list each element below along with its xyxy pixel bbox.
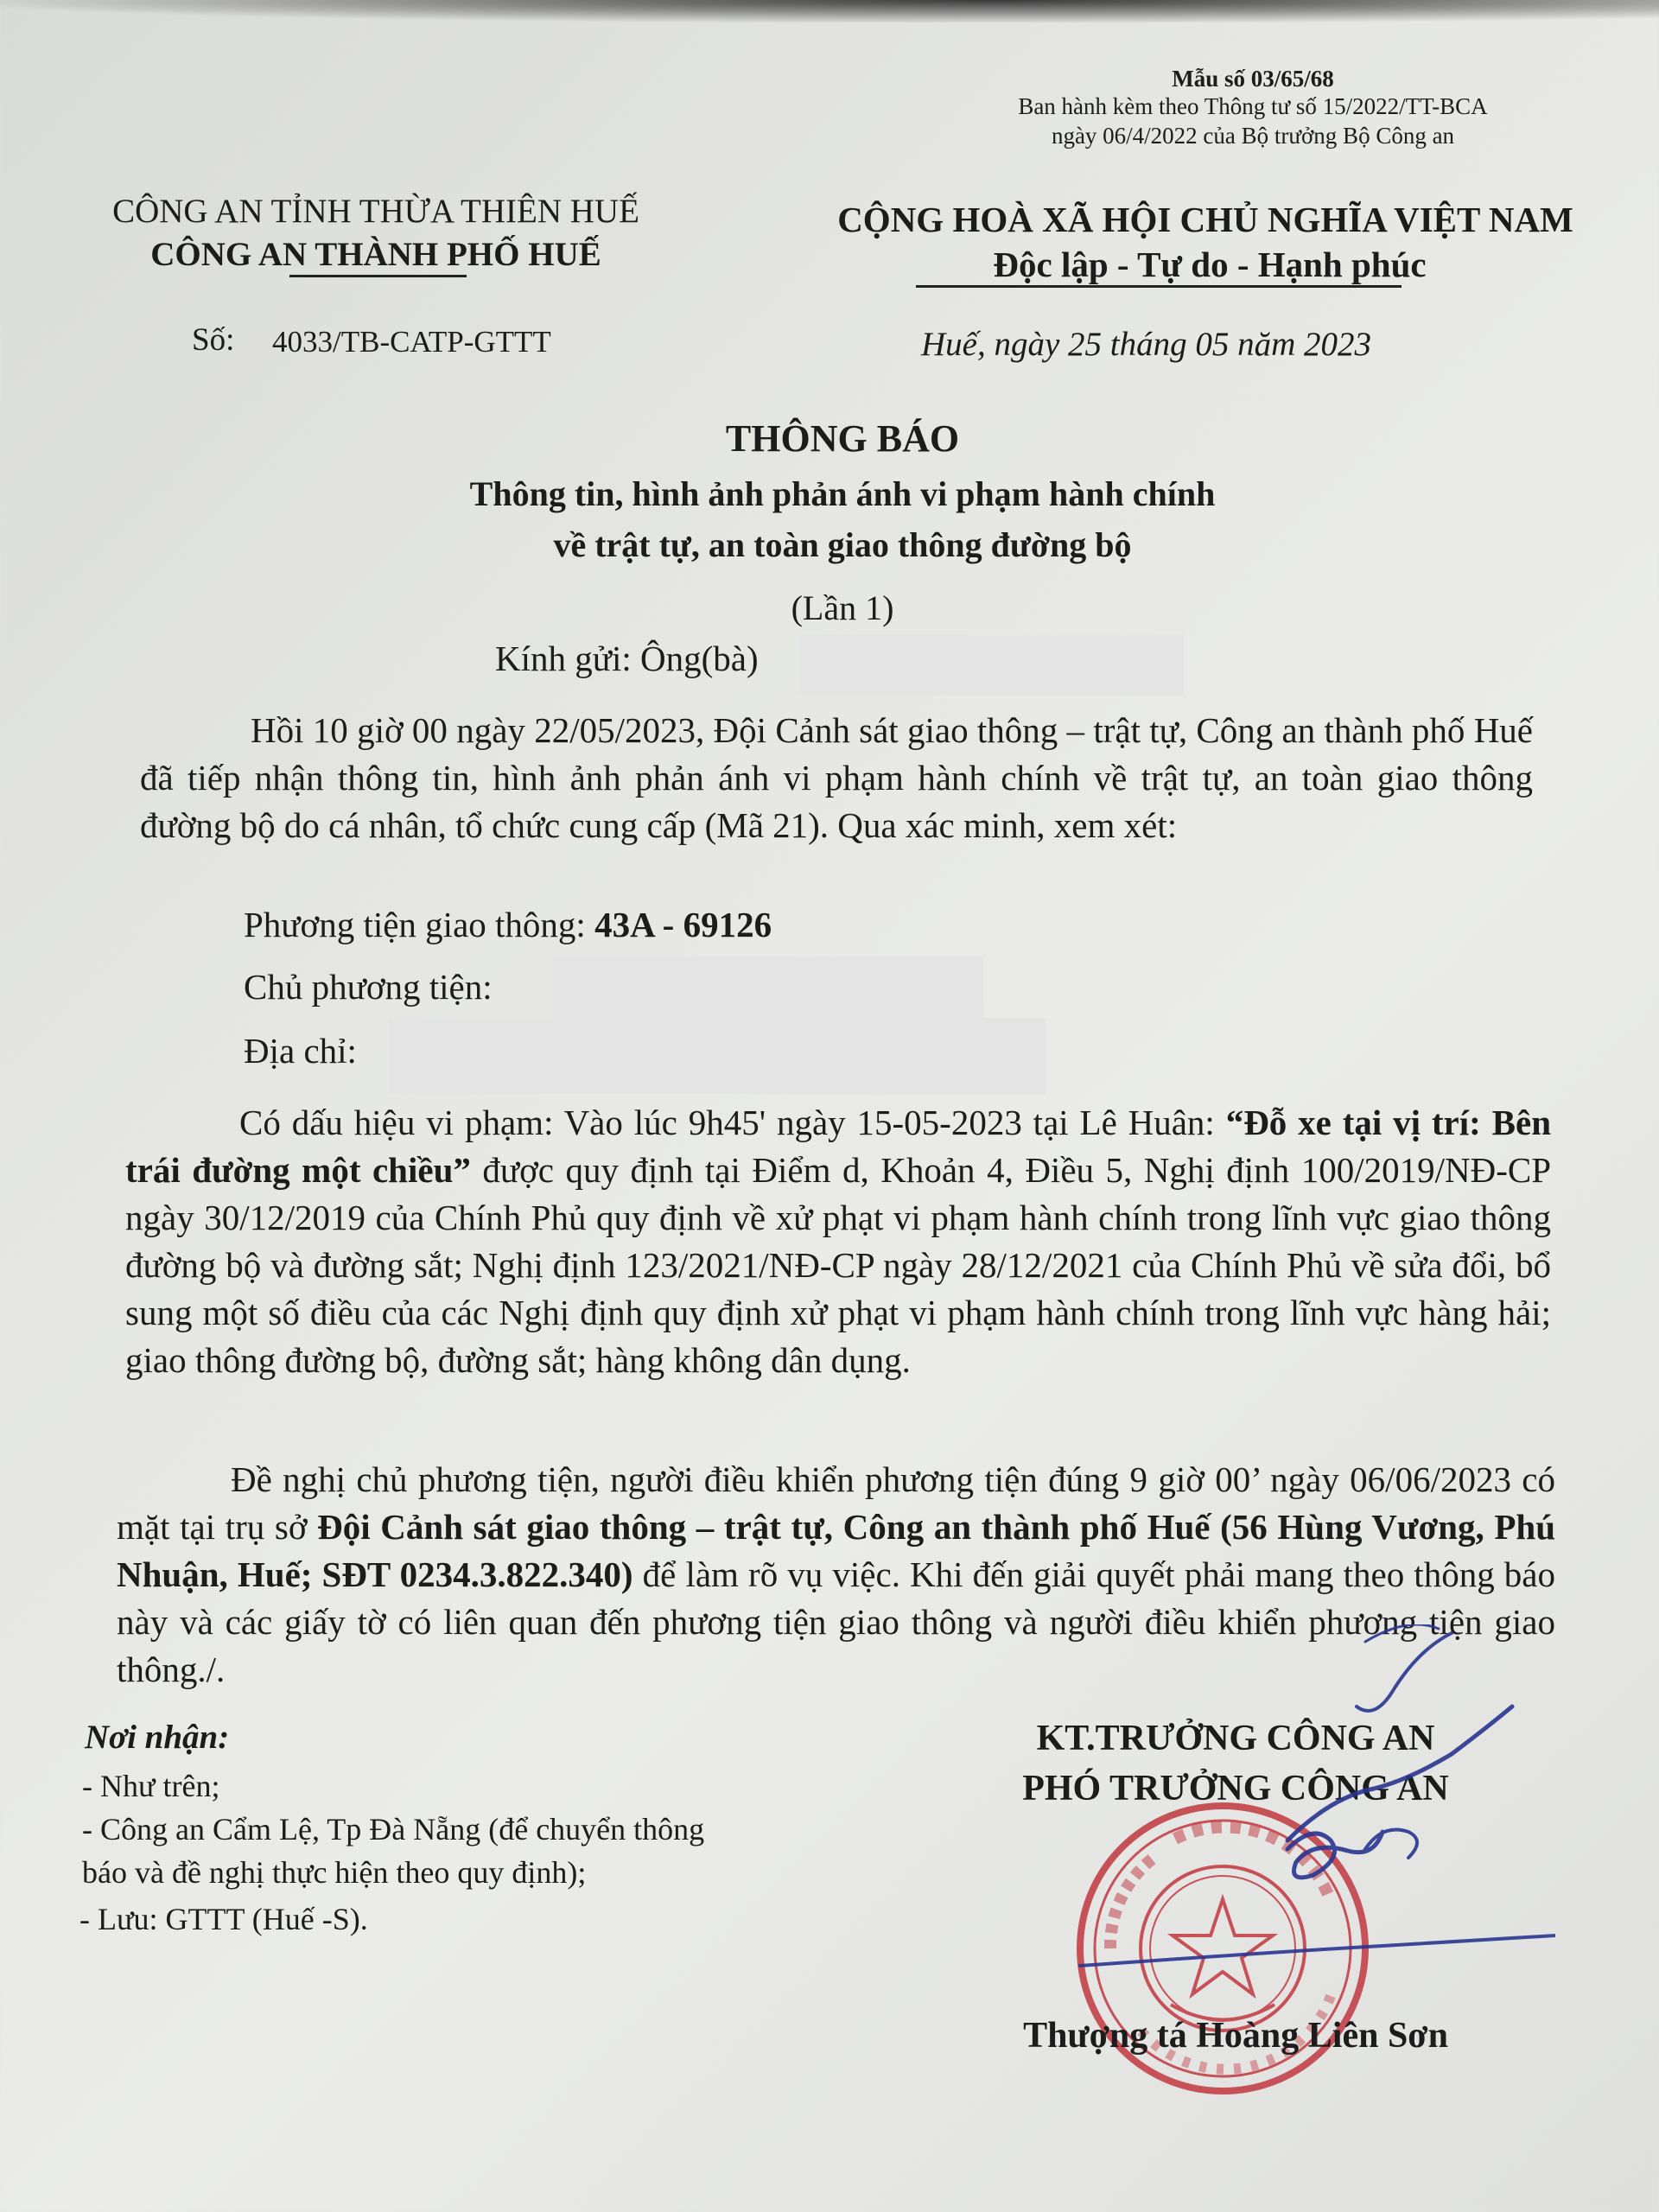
address-redaction <box>389 1018 1046 1094</box>
form-number: Mẫu số 03/65/68 <box>1172 66 1334 92</box>
motto-underline <box>916 285 1402 288</box>
issued-with: Ban hành kèm theo Thông tư số 15/2022/TT-BCA <box>1018 93 1488 119</box>
distribution-item-2b: báo và đề nghị thực hiện theo quy định); <box>82 1855 587 1890</box>
vehicle-plate: 43A - 69126 <box>594 905 772 944</box>
distribution-item-1: - Như trên; <box>82 1769 220 1803</box>
signer-role-1: KT.TRƯỞNG CÔNG AN <box>1036 1719 1435 1758</box>
notice-subtitle-1: Thông tin, hình ảnh phản ánh vi phạm hành chính <box>469 474 1216 513</box>
vehicle-label: Phương tiện giao thông: <box>244 905 586 944</box>
issued-date: ngày 06/4/2022 của Bộ trưởng Bộ Công an <box>1051 123 1455 149</box>
owner-label: Chủ phương tiện: <box>244 967 493 1007</box>
owner-redaction <box>553 957 983 1019</box>
violation-legal-basis: được quy định tại Điểm d, Khoản 4, Điều 5, Nghị định 100/2019/NĐ-CP ngày 30/12/2019 của Chính Phủ quy định về xử phạt vi phạm hành chính trong lĩnh vực giao thông đường bộ và đường sắt; Nghị định 123/2021/NĐ-CP ngày 28/12/2021 của Chính Phủ về sửa đổi, bổ sung một số điều của các Nghị định quy định xử phạt vi phạm hành chính trong lĩnh vực hàng hải; giao thông đường bộ, đường sắt; hàng không dân dụng. <box>125 1150 1551 1380</box>
document-number-label: Số: <box>192 322 235 358</box>
address-label: Địa chỉ: <box>244 1031 357 1071</box>
violation-description: “Đỗ xe tại vị trí: Bên trái đường một chiều” <box>125 1103 1552 1190</box>
intro-paragraph: Hồi 10 giờ 00 ngày 22/05/2023, Đội Cảnh sát giao thông – trật tự, Công an thành phố Huế đã tiếp nhận thông tin, hình ảnh phản ánh vi phạm hành chính về trật tự, an toàn giao thông đường bộ do cá nhân, tổ chức cung cấp (Mã 21). Qua xác minh, xem xét: <box>140 710 1533 845</box>
violation-intro: Có dấu hiệu vi phạm: Vào lúc 9h45' ngày 15-05-2023 tại Lê Huân: <box>239 1103 1215 1142</box>
agency-province: CÔNG AN TỈNH THỪA THIÊN HUẾ <box>112 193 639 230</box>
handwritten-signature <box>1002 1624 1555 1987</box>
photo-top-shadow <box>0 0 1659 22</box>
agency-underline <box>289 275 467 277</box>
signer-role-2: PHÓ TRƯỞNG CÔNG AN <box>1022 1769 1449 1808</box>
notice-title: THÔNG BÁO <box>725 417 960 460</box>
recipient-name-redaction <box>799 635 1184 696</box>
recipient-label: Kính gửi: Ông(bà) <box>495 639 759 678</box>
distribution-item-2a: - Công an Cẩm Lệ, Tp Đà Nẵng (để chuyển thông <box>82 1812 705 1847</box>
vehicle-line <box>244 904 772 945</box>
request-intro: Đề nghị chủ phương tiện, người điều khiển phương tiện đúng 9 giờ 00’ ngày 06/06/2023 có mặt tại trụ sở <box>117 1459 1555 1547</box>
agency-city: CÔNG AN THÀNH PHỐ HUẾ <box>150 236 601 273</box>
nation-motto: Độc lập - Tự do - Hạnh phúc <box>993 245 1427 284</box>
distribution-item-3: - Lưu: GTTT (Huế -S). <box>79 1902 368 1936</box>
request-location: Đội Cảnh sát giao thông – trật tự, Công an thành phố Huế (56 Hùng Vương, Phú Nhuận, Huế; SĐT 0234.3.822.340) <box>117 1507 1555 1594</box>
place-date: Huế, ngày 25 tháng 05 năm 2023 <box>921 326 1372 363</box>
notice-subtitle-2: về trật tự, an toàn giao thông đường bộ <box>553 525 1132 564</box>
notice-attempt: (Lần 1) <box>791 588 894 627</box>
request-instructions: để làm rõ vụ việc. Khi đến giải quyết phải mang theo thông báo này và các giấy tờ có liên quan đến phương tiện giao thông và người điều khiển phương tiện giao thông./. <box>117 1554 1555 1689</box>
document-number: 4033/TB-CATP-GTTT <box>272 325 551 359</box>
signer-name: Thượng tá Hoàng Liên Sơn <box>1023 2016 1448 2056</box>
violation-paragraph <box>125 1099 1551 1384</box>
distribution-title: Nơi nhận: <box>85 1719 230 1756</box>
nation-name: CỘNG HOÀ XÃ HỘI CHỦ NGHĨA VIỆT NAM <box>837 200 1573 239</box>
